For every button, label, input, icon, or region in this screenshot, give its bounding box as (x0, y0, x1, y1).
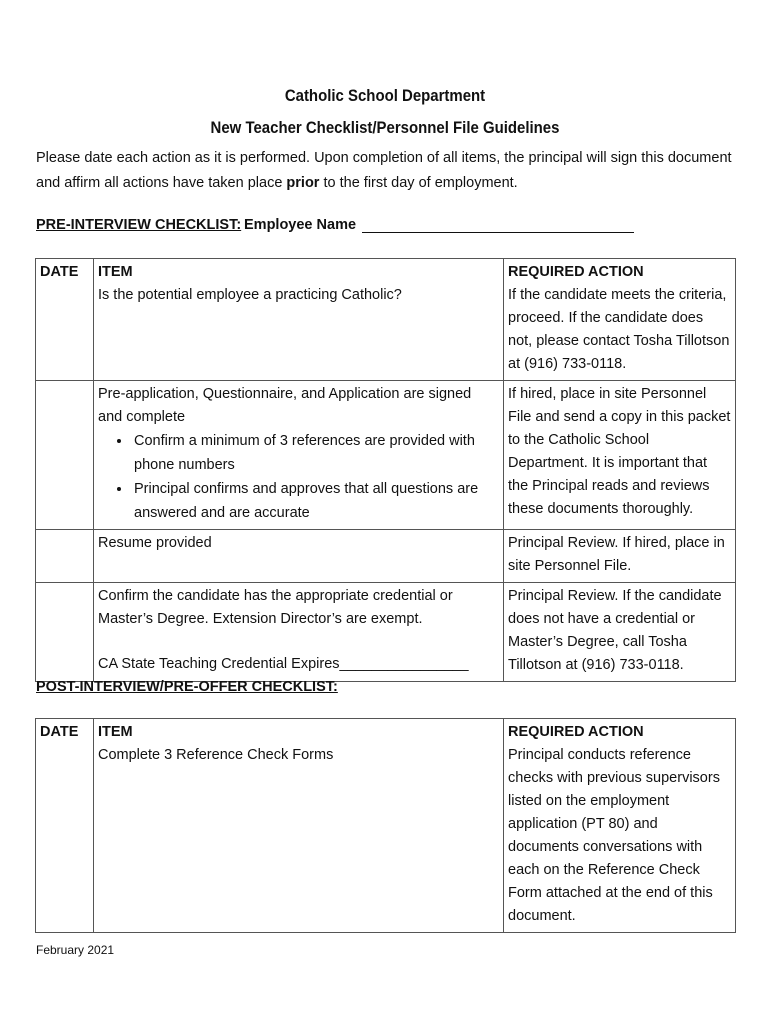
col-date-header: DATE (36, 719, 94, 745)
date-cell[interactable] (36, 744, 94, 933)
date-cell[interactable] (36, 583, 94, 682)
item-cell (94, 583, 504, 682)
bullet-item: • Principal confirms and approves that all questions are answered and are accurate (132, 477, 499, 525)
action-cell: If the candidate meets the criteria, proceed. If the candidate does not, please contact Tosha Tillotson at (916) 733-0118. (504, 284, 736, 381)
action-cell: Principal Review. If the candidate does not have a credential or Master’s Degree, call Tosha Tillotson at (916) 733-0118. (504, 583, 736, 682)
item-text: Pre-application, Questionnaire, and Application are signed and complete (98, 386, 472, 425)
employee-name-label: Employee Name (244, 217, 357, 233)
col-item-header: ITEM (94, 259, 504, 285)
col-item-header: ITEM (94, 719, 504, 745)
action-cell: Principal Review. If hired, place in site Personnel File. (504, 530, 736, 583)
post-interview-heading: POST-INTERVIEW/PRE-OFFER CHECKLIST: (36, 679, 338, 695)
table-row (36, 284, 736, 381)
table-row (36, 744, 736, 933)
date-cell[interactable] (36, 381, 94, 530)
document-title: Catholic School Department (284, 86, 486, 105)
item-bullet-list (98, 429, 499, 525)
item-cell: Complete 3 Reference Check Forms (94, 744, 504, 933)
credential-expires-field[interactable]: CA State Teaching Credential Expires________________ (98, 656, 469, 672)
table-header-row (36, 259, 736, 285)
intro-text-after: to the first day of employment. (319, 175, 518, 191)
employee-name-field (244, 217, 634, 233)
table-row (36, 583, 736, 682)
bullet-item: • Confirm a minimum of 3 references are provided with phone numbers (132, 429, 499, 477)
post-interview-table (35, 718, 736, 933)
date-cell[interactable] (36, 284, 94, 381)
action-cell: Principal conducts reference checks with previous supervisors listed on the employment application (PT 80) and documents conversations with each on the Reference Check Form attached at the end of this document. (504, 744, 736, 933)
pre-interview-heading: PRE-INTERVIEW CHECKLIST: (36, 217, 242, 233)
intro-text-before: Please date each action as it is performed. Upon completion of all items, the principal will sign this document and affirm all actions have taken place (36, 150, 732, 191)
pre-interview-table (35, 258, 736, 682)
item-text: Confirm the candidate has the appropriate credential or Master’s Degree. Extension Director’s are exempt. (98, 588, 453, 627)
intro-paragraph (36, 146, 750, 196)
action-cell: If hired, place in site Personnel File and send a copy in this packet to the Catholic School Department. It is important that the Principal reads and reviews these documents thoroughly. (504, 381, 736, 530)
footer-date: February 2021 (36, 943, 115, 957)
item-cell (94, 381, 504, 530)
col-action-header: REQUIRED ACTION (504, 719, 736, 745)
col-action-header: REQUIRED ACTION (504, 259, 736, 285)
employee-name-line[interactable] (362, 218, 634, 233)
document-subtitle: New Teacher Checklist/Personnel File Guidelines (210, 118, 560, 137)
table-header-row (36, 719, 736, 745)
table-row (36, 381, 736, 530)
intro-emphasis: prior (286, 175, 320, 191)
item-cell: Resume provided (94, 530, 504, 583)
date-cell[interactable] (36, 530, 94, 583)
col-date-header: DATE (36, 259, 94, 285)
item-cell: Is the potential employee a practicing Catholic? (94, 284, 504, 381)
table-row (36, 530, 736, 583)
